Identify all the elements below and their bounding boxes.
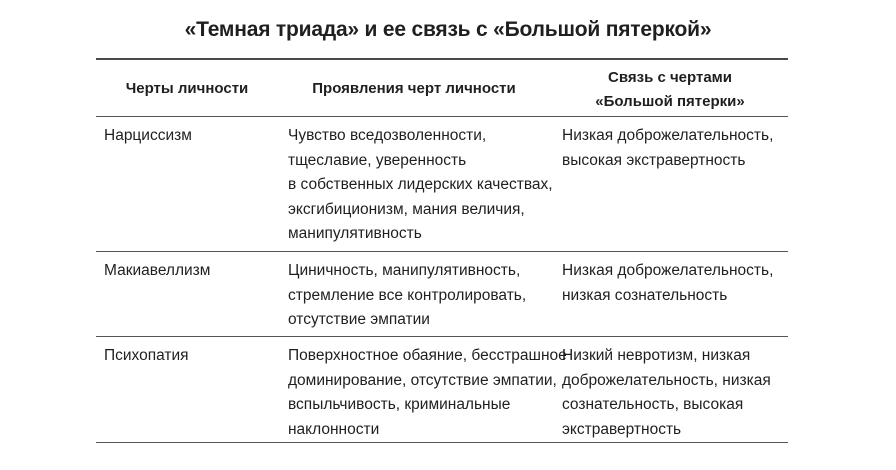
manifestation-line: в собственных лидерских качествах, bbox=[288, 176, 553, 193]
big-five-line: Низкая доброжелательность, bbox=[562, 262, 774, 279]
table-row-trait: Макиавеллизм bbox=[104, 262, 211, 279]
table-row-manifestations bbox=[288, 259, 526, 333]
manifestation-line: наклонности bbox=[288, 420, 380, 438]
row-divider bbox=[96, 251, 788, 252]
manifestation-line: доминирование, отсутствие эмпатии, bbox=[288, 371, 557, 389]
header-top-rule bbox=[96, 58, 788, 60]
table-row-trait: Психопатия bbox=[104, 347, 189, 364]
header-traits: Черты личности bbox=[125, 80, 249, 97]
manifestation-line: Чувство вседозволенности, bbox=[288, 127, 487, 144]
big-five-line: доброжелательность, низкая bbox=[562, 371, 771, 389]
big-five-line: Низкий невротизм, низкая bbox=[562, 347, 751, 364]
header-bottom-rule bbox=[96, 116, 788, 117]
manifestation-line: Циничность, манипулятивность, bbox=[288, 262, 521, 279]
table-row-big-five bbox=[562, 124, 773, 173]
big-five-line: Низкая доброжелательность, bbox=[562, 127, 774, 144]
header-big-five-line2: «Большой пятерки» bbox=[595, 93, 745, 110]
manifestation-line: вспыльчивость, криминальные bbox=[288, 396, 511, 413]
table-title: «Темная триада» и ее связь с «Большой пятеркой» bbox=[184, 18, 712, 41]
header-big-five bbox=[552, 66, 788, 114]
big-five-line: низкая сознательность bbox=[562, 286, 728, 304]
table-row-manifestations bbox=[288, 124, 553, 247]
table-row-trait: Нарциссизм bbox=[104, 127, 192, 144]
manifestation-line: тщеславие, уверенность bbox=[288, 151, 467, 169]
header-manifestations: Проявления черт личности bbox=[312, 80, 516, 97]
table-row-big-five bbox=[562, 259, 773, 308]
big-five-line: экстравертность bbox=[562, 420, 682, 438]
row-divider bbox=[96, 336, 788, 337]
table-row-big-five bbox=[562, 344, 771, 442]
manifestation-line: манипулятивность bbox=[288, 225, 422, 242]
manifestation-line: стремление все контролировать, bbox=[288, 286, 527, 304]
manifestation-line: эксгибиционизм, мания величия, bbox=[288, 200, 525, 218]
manifestation-line: Поверхностное обаяние, бесстрашное bbox=[288, 347, 567, 364]
header-big-five-line1: Связь с чертами bbox=[608, 69, 732, 86]
table-bottom-rule bbox=[96, 442, 788, 443]
big-five-line: сознательность, высокая bbox=[562, 396, 744, 413]
big-five-line: высокая экстравертность bbox=[562, 151, 746, 169]
table-row-manifestations bbox=[288, 344, 567, 442]
manifestation-line: отсутствие эмпатии bbox=[288, 311, 430, 328]
